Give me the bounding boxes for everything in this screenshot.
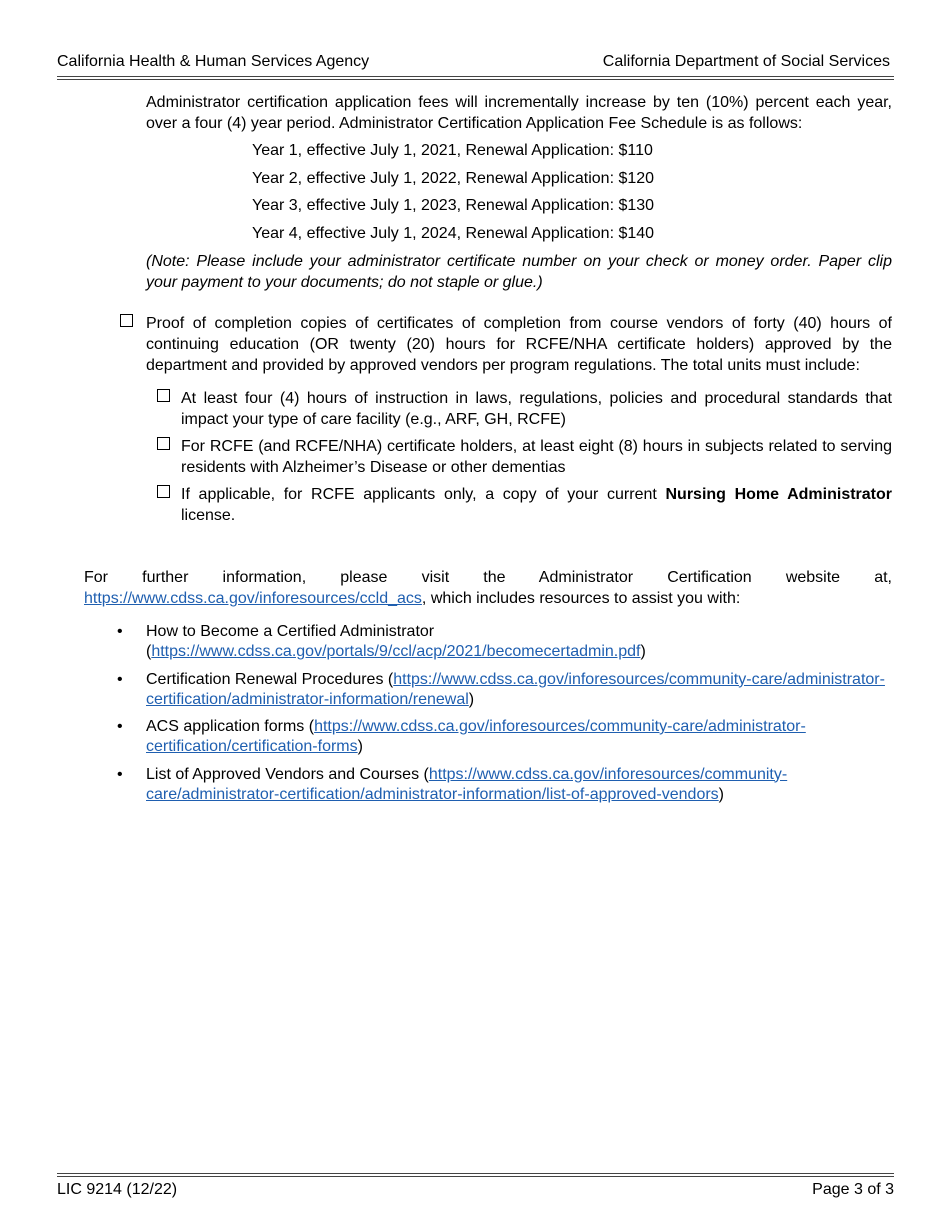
- resource-item: [117, 717, 892, 757]
- proof-of-completion-text: Proof of completion copies of certificates of completion from course vendors of forty (40) hours of continuing education (OR twenty (20) hours for RCFE/NHA certificate holders) approved by the department and provided by approved vendors per program regulations. The total units must include:: [146, 315, 892, 374]
- fee-schedule-item: Year 3, effective July 1, 2023, Renewal Application: $130: [252, 197, 655, 214]
- resource-label: How to Become a Certified Administrator (: [146, 623, 435, 660]
- resource-close: ): [718, 785, 724, 803]
- fee-schedule-item: Year 1, effective July 1, 2021, Renewal Application: $110: [252, 142, 653, 159]
- bullet-icon: •: [117, 765, 123, 783]
- laws-hours-text: At least four (4) hours of instruction in laws, regulations, policies and procedural standards that impact your type of care facility (e.g., ARF, GH, RCFE): [181, 390, 892, 428]
- laws-hours-checkbox[interactable]: [157, 389, 170, 402]
- acs-website-link[interactable]: https://www.cdss.ca.gov/inforesources/ccld_acs: [84, 590, 422, 607]
- resource-link[interactable]: https://www.cdss.ca.gov/inforesources/community-care/administrator-certification/administrator-information/renewal: [146, 670, 885, 708]
- footer-rule-secondary: [57, 1176, 894, 1177]
- bullet-icon: •: [117, 670, 123, 688]
- nha-text-before: If applicable, for RCFE applicants only, a copy of your current: [181, 486, 666, 503]
- further-info-text: [84, 567, 892, 609]
- bullet-icon: •: [117, 718, 123, 735]
- header-rule-secondary: [57, 79, 894, 80]
- resource-close: ): [468, 690, 475, 708]
- page-number: Page 3 of 3: [812, 1181, 894, 1198]
- resource-close: ): [640, 643, 646, 660]
- resource-label: List of Approved Vendors and Courses (: [146, 765, 429, 783]
- nha-text-after: license.: [181, 507, 236, 524]
- nha-text-bold: Nursing Home Administrator: [665, 486, 893, 503]
- form-id: LIC 9214 (12/22): [57, 1181, 178, 1198]
- payment-note: (Note: Please include your administrator certificate number on your check or money order. Paper clip your payment to your documents; do not staple or glue.): [146, 253, 892, 291]
- fee-schedule-item: Year 4, effective July 1, 2024, Renewal Application: $140: [252, 224, 655, 242]
- header-department: California Department of Social Services: [602, 53, 890, 70]
- header-agency: California Health & Human Services Agency: [57, 53, 370, 70]
- nha-license-checkbox[interactable]: [157, 485, 170, 498]
- proof-of-completion-checkbox[interactable]: [120, 314, 133, 327]
- resource-item: [117, 622, 892, 662]
- further-info-after: , which includes resources to assist you with:: [421, 590, 741, 607]
- resource-link[interactable]: https://www.cdss.ca.gov/inforesources/community-care/administrator-certification/certification-forms: [146, 718, 806, 755]
- dementia-hours-text: For RCFE (and RCFE/NHA) certificate holders, at least eight (8) hours in subjects related to serving residents with Alzheimer’s Disease or other dementias: [181, 438, 892, 476]
- header-rule: [57, 76, 894, 77]
- footer-rule: [57, 1173, 894, 1174]
- resource-label: ACS application forms (: [146, 718, 315, 735]
- resource-label: Certification Renewal Procedures (: [146, 670, 394, 688]
- bullet-icon: •: [117, 623, 123, 640]
- dementia-hours-checkbox[interactable]: [157, 437, 170, 450]
- resource-item: [117, 765, 892, 805]
- resource-list: [117, 622, 892, 812]
- fee-schedule-item: Year 2, effective July 1, 2022, Renewal Application: $120: [252, 169, 655, 187]
- fee-schedule-list: [252, 142, 654, 252]
- resource-close: ): [357, 738, 363, 755]
- nha-license-text: [181, 484, 892, 526]
- resource-item: [117, 670, 892, 710]
- resource-link[interactable]: https://www.cdss.ca.gov/inforesources/community-care/administrator-certification/administrator-information/list-of-approved-vendors: [146, 765, 788, 803]
- fee-intro-text: Administrator certification application fees will incrementally increase by ten (10%) percent each year, over a four (4) year period. Administrator Certification Application Fee Schedule is as follows:: [146, 94, 892, 132]
- further-info-before: For further information, please visit the Administrator Certification website at,: [84, 569, 892, 586]
- resource-link[interactable]: https://www.cdss.ca.gov/portals/9/ccl/acp/2021/becomecertadmin.pdf: [151, 643, 641, 660]
